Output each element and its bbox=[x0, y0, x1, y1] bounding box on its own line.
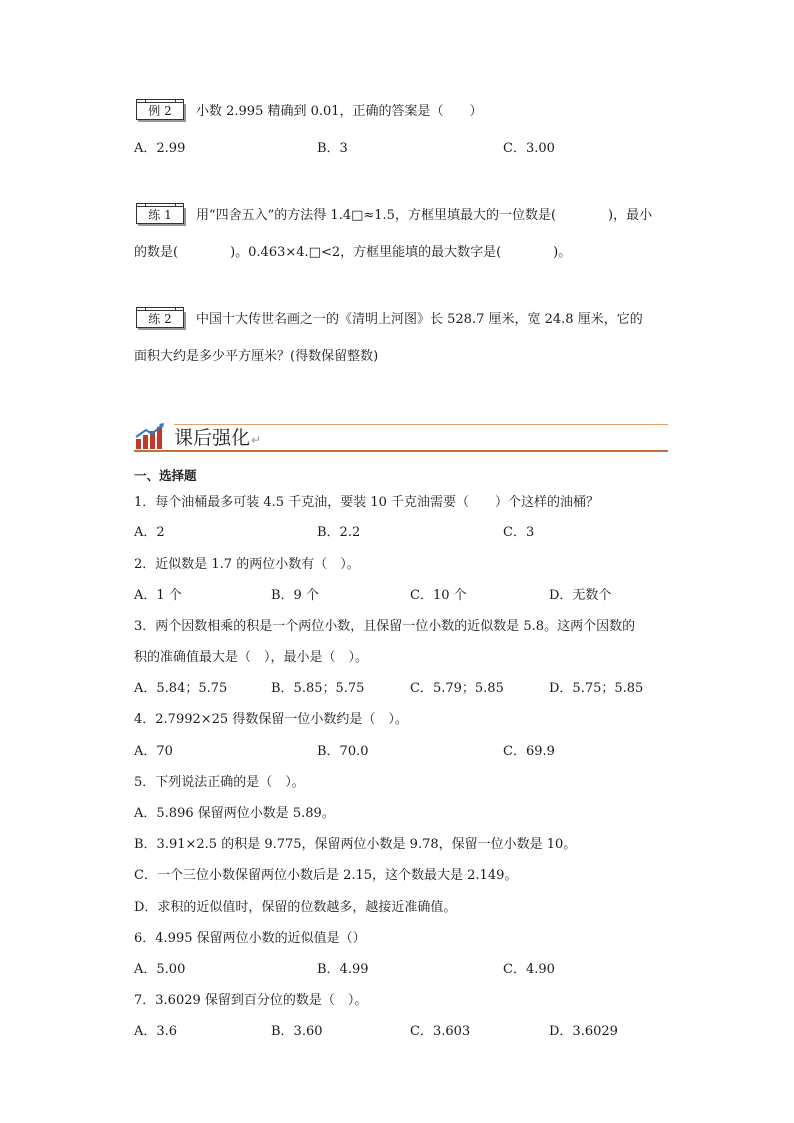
practice-2-line-2: 面积大约是多少平方厘米？(得数保留整数) bbox=[134, 349, 379, 364]
question-3-line-1: 3．两个因数相乘的积是一个两位小数，且保留一位小数的近似数是 5.8。这两个因数的 bbox=[134, 619, 636, 634]
q7-option-a: A．3.6 bbox=[134, 1024, 178, 1039]
practice-2-tag: 练 2 bbox=[136, 307, 184, 331]
practice-1-line-1: 用“四舍五入”的方法得 1.4□≈1.5，方框里填最大的一位数是( )，最小 bbox=[196, 208, 653, 223]
question-1: 1．每个油桶最多可装 4.5 千克油，要装 10 千克油需要（ ）个这样的油桶？ bbox=[134, 495, 600, 510]
q5-option-d: D．求积的近似值时，保留的位数越多，越接近准确值。 bbox=[134, 900, 457, 915]
q2-option-d: D．无数个 bbox=[549, 588, 612, 603]
q2-option-c: C．10 个 bbox=[410, 588, 467, 603]
q2-option-b: B．9 个 bbox=[271, 588, 319, 603]
q3-option-d: D．5.75；5.85 bbox=[549, 681, 644, 696]
example-2-option-c: C．3.00 bbox=[503, 141, 555, 156]
q5-option-c: C．一个三位小数保留两位小数后是 2.15，这个数最大是 2.149。 bbox=[134, 868, 518, 883]
q3-option-b: B．5.85；5.75 bbox=[271, 681, 365, 696]
q3-option-c: C．5.79；5.85 bbox=[410, 681, 504, 696]
question-7: 7．3.6029 保留到百分位的数是（ ）。 bbox=[134, 993, 368, 1008]
q6-option-a: A．5.00 bbox=[134, 962, 186, 977]
example-2-option-b: B．3 bbox=[317, 141, 348, 156]
section-header bbox=[134, 420, 668, 454]
practice-1-tag: 练 1 bbox=[136, 203, 184, 227]
q1-option-c: C．3 bbox=[503, 525, 535, 540]
question-2: 2．近似数是 1.7 的两位小数有（ ）。 bbox=[134, 557, 360, 572]
q5-option-b: B．3.91×2.5 的积是 9.775，保留两位小数是 9.78，保留一位小数是 10。 bbox=[134, 837, 577, 852]
practice-1-line-2: 的数是( )。0.463×4.□<2，方框里能填的最大数字是( )。 bbox=[134, 245, 572, 260]
question-4: 4．2.7992×25 得数保留一位小数约是（ ）。 bbox=[134, 712, 408, 727]
q1-option-b: B．2.2 bbox=[317, 525, 361, 540]
example-2-tag: 例 2 bbox=[136, 99, 184, 123]
question-6: 6．4.995 保留两位小数的近似值是（） bbox=[134, 931, 366, 946]
q6-option-b: B．4.99 bbox=[317, 962, 369, 977]
section-title: 课后强化 bbox=[174, 427, 251, 449]
q1-option-a: A．2 bbox=[134, 525, 165, 540]
example-2-option-a: A．2.99 bbox=[134, 141, 186, 156]
q6-option-c: C．4.90 bbox=[503, 962, 555, 977]
q7-option-d: D．3.6029 bbox=[549, 1024, 618, 1039]
q5-option-a: A．5.896 保留两位小数是 5.89。 bbox=[134, 806, 335, 821]
q7-option-c: C．3.603 bbox=[410, 1024, 471, 1039]
q3-option-a: A．5.84；5.75 bbox=[134, 681, 228, 696]
question-5: 5．下列说法正确的是（ ）。 bbox=[134, 775, 305, 790]
part-title: 一、选择题 bbox=[134, 468, 197, 483]
example-2-question: 小数 2.995 精确到 0.01，正确的答案是（ ） bbox=[196, 104, 483, 119]
practice-2-line-1: 中国十大传世名画之一的《清明上河图》长 528.7 厘米，宽 24.8 厘米，它的 bbox=[196, 312, 643, 327]
q4-option-c: C．69.9 bbox=[503, 744, 555, 759]
return-mark: ↵ bbox=[251, 433, 262, 447]
bar-chart-icon bbox=[134, 422, 166, 450]
q7-option-b: B．3.60 bbox=[271, 1024, 323, 1039]
q2-option-a: A．1 个 bbox=[134, 588, 182, 603]
question-3-line-2: 积的准确值最大是（ ），最小是（ ）。 bbox=[134, 650, 369, 665]
q4-option-a: A．70 bbox=[134, 744, 173, 759]
q4-option-b: B．70.0 bbox=[317, 744, 369, 759]
